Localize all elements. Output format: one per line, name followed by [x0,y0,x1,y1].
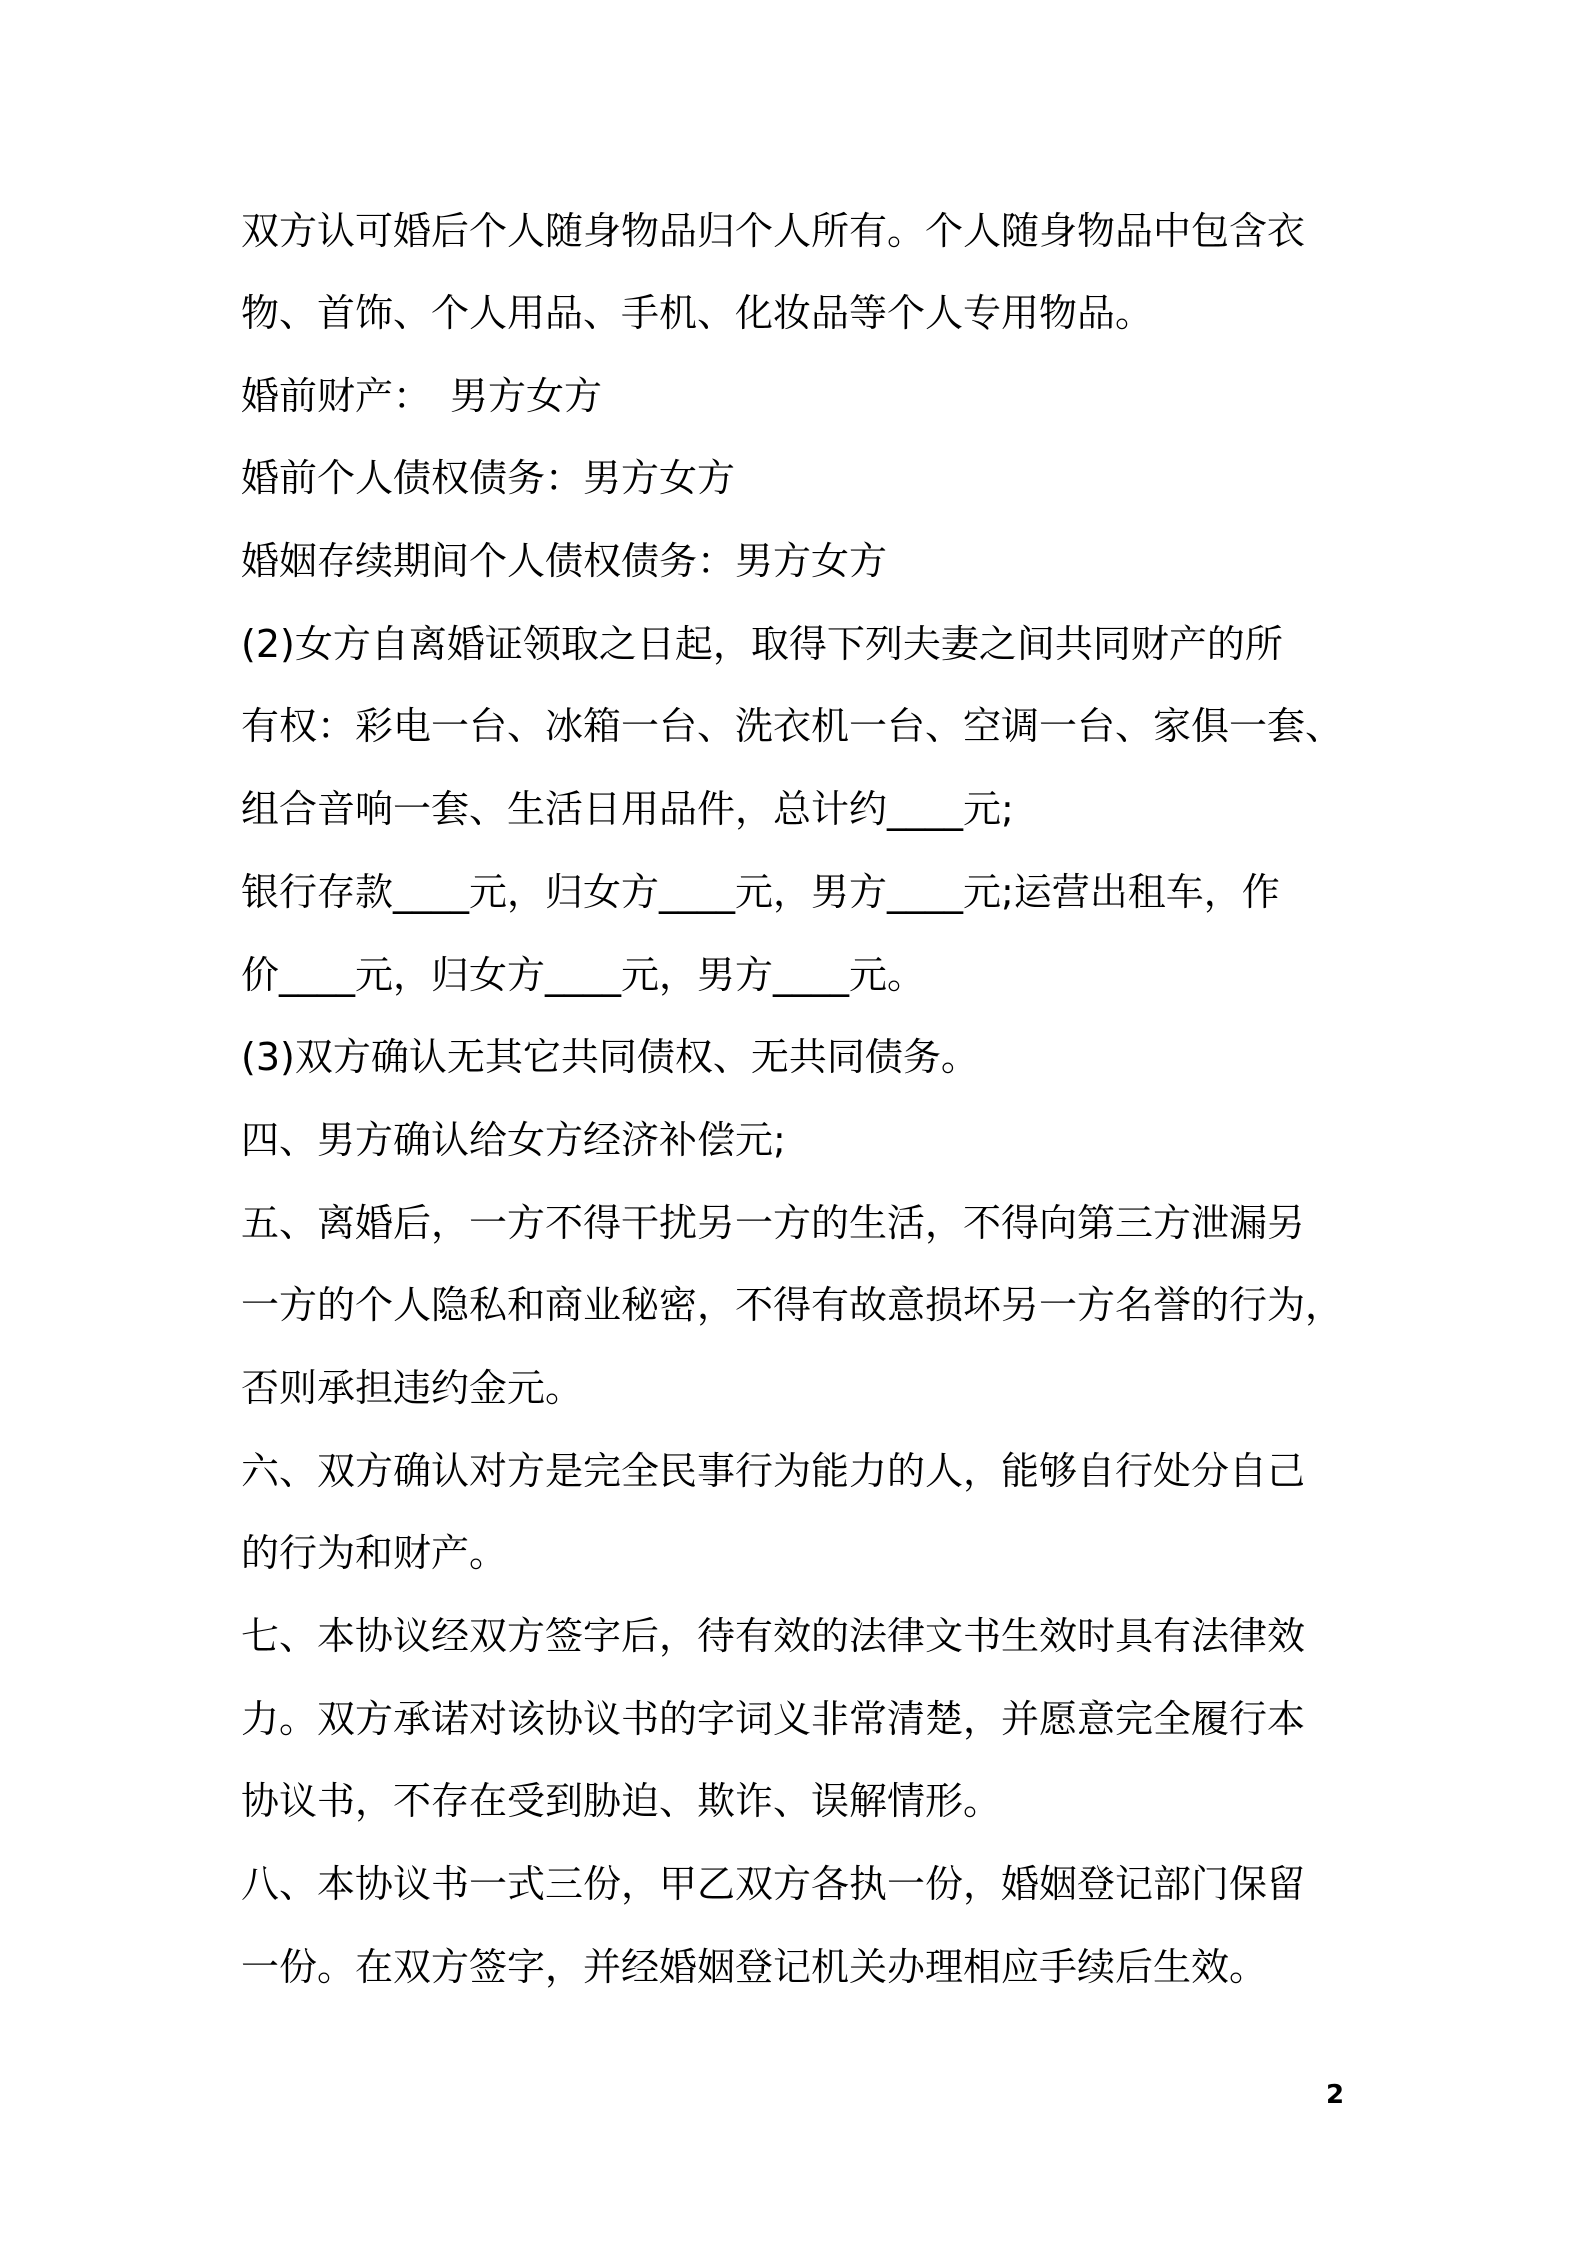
text-line: 一份。在双方签字，并经婚姻登记机关办理相应手续后生效。 [241,1945,1268,1989]
text-line: 银行存款____元，归女方____元，男方____元;运营出租车，作 [241,870,1280,914]
text-line: 否则承担违约金元。 [241,1366,584,1410]
text-line: 物、首饰、个人用品、手机、化妆品等个人专用物品。 [241,291,1154,335]
text-line: 有权：彩电一台、冰箱一台、洗衣机一台、空调一台、家俱一套、 [241,704,1344,748]
text-line: 五、离婚后，一方不得干扰另一方的生活，不得向第三方泄漏另 [241,1201,1306,1245]
text-line: 四、男方确认给女方经济补偿元; [241,1118,786,1162]
text-line: 婚前个人债权债务：男方女方 [241,456,736,500]
page-number: 2 [1326,2080,1345,2110]
text-line: 婚前财产： 男方女方 [241,374,603,418]
text-line: (2)女方自离婚证领取之日起，取得下列夫妻之间共同财产的所 [241,622,1283,666]
text-line: 价____元，归女方____元，男方____元。 [241,953,926,997]
text-line: 八、本协议书一式三份，甲乙双方各执一份，婚姻登记部门保留 [241,1862,1306,1906]
text-line: 婚姻存续期间个人债权债务：男方女方 [241,539,888,583]
text-line: 双方认可婚后个人随身物品归个人所有。个人随身物品中包含衣 [241,209,1306,253]
text-line: 的行为和财产。 [241,1531,508,1575]
text-line: 力。双方承诺对该协议书的字词义非常清楚，并愿意完全履行本 [241,1697,1306,1741]
text-line: 一方的个人隐私和商业秘密，不得有故意损坏另一方名誉的行为， [241,1283,1344,1327]
text-line: 组合音响一套、生活日用品件，总计约____元; [241,787,1014,831]
text-line: (3)双方确认无其它共同债权、无共同债务。 [241,1035,979,1079]
text-line: 七、本协议经双方签字后，待有效的法律文书生效时具有法律效 [241,1614,1306,1658]
text-line: 协议书，不存在受到胁迫、欺诈、误解情形。 [241,1779,1002,1823]
text-line: 六、双方确认对方是完全民事行为能力的人，能够自行处分自己 [241,1449,1306,1493]
